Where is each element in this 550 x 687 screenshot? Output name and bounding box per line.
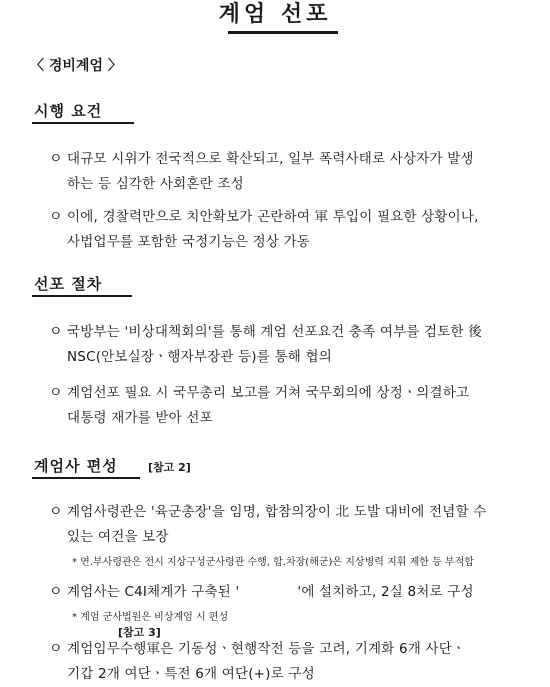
heading-procedure-underline — [32, 295, 132, 297]
organization-item — [49, 580, 474, 605]
organization-line-start: 계엄사는 C4I체계가 구축된 ' — [67, 584, 240, 600]
heading-requirements-underline — [32, 122, 134, 124]
heading-procedure: 선포 절차 — [34, 275, 103, 293]
bullet-icon: ㅇ — [49, 209, 63, 225]
requirement-line: 사법업무를 포함한 국정기능은 정상 가동 — [67, 234, 311, 250]
requirement-line: 대규모 시위가 전국적으로 확산되고, 일부 폭력사태로 사상자가 발생 — [67, 151, 474, 167]
organization-line — [67, 580, 474, 605]
organization-item — [49, 637, 465, 687]
organization-line-end: '에 설치하고, 2실 8처로 구성 — [297, 584, 474, 600]
heading-requirements: 시행 요건 — [34, 102, 103, 120]
title-underline — [228, 31, 338, 34]
reference-tag: [참고 3] — [118, 626, 161, 639]
footnote: * 계엄 군사법원은 비상계엄 시 편성 — [72, 612, 229, 623]
bullet-icon: ㅇ — [49, 641, 63, 657]
requirement-line: 하는 등 심각한 사회혼란 조성 — [67, 176, 244, 192]
organization-line: 계엄임무수행軍은 기동성ㆍ현행작전 등을 고려, 기계화 6개 사단ㆍ — [67, 641, 466, 657]
organization-line: 있는 여건을 보장 — [67, 529, 169, 545]
bullet-icon: ㅇ — [49, 504, 63, 520]
procedure-line: 국방부는 '비상대책회의'를 통해 계엄 선포요건 충족 여부를 검토한 後 — [67, 324, 482, 340]
bullet-icon: ㅇ — [49, 151, 63, 167]
requirement-line: 이에, 경찰력만으로 치안확보가 곤란하여 軍 투입이 필요한 상황이나, — [67, 209, 479, 225]
heading-organization-underline — [32, 477, 140, 479]
bullet-icon: ㅇ — [49, 584, 63, 600]
procedure-item — [49, 320, 482, 370]
bullet-icon: ㅇ — [49, 385, 63, 401]
organization-item — [49, 500, 486, 550]
requirement-item — [49, 147, 474, 197]
organization-line: 계엄사령관은 '육군총장'을 임명, 합참의장이 北 도발 대비에 전념할 수 — [67, 504, 487, 520]
procedure-line: 계엄선포 필요 시 국무총리 보고를 거쳐 국무회의에 상정ㆍ의결하고 — [67, 385, 470, 401]
procedure-line: NSC(안보실장ㆍ행자부장관 등)를 통해 협의 — [67, 349, 332, 365]
heading-organization: 계엄사 편성 — [34, 457, 118, 475]
procedure-line: 대통령 재가를 받아 선포 — [67, 410, 213, 426]
procedure-item — [49, 381, 469, 431]
footnote: * 연.부사령관은 전시 지상구성군사령관 수행, 합.차장(해군)은 지상병력 지휘 제한 등 부적합 — [72, 557, 474, 568]
document-title: 계엄 선포 — [218, 2, 332, 27]
organization-line: 기갑 2개 여단ㆍ특전 6개 여단(+)로 구성 — [67, 666, 315, 682]
section-label: 〈 경비계엄 〉 — [30, 58, 122, 74]
reference-tag: [참고 2] — [148, 461, 191, 474]
bullet-icon: ㅇ — [49, 324, 63, 340]
requirement-item — [49, 205, 479, 255]
